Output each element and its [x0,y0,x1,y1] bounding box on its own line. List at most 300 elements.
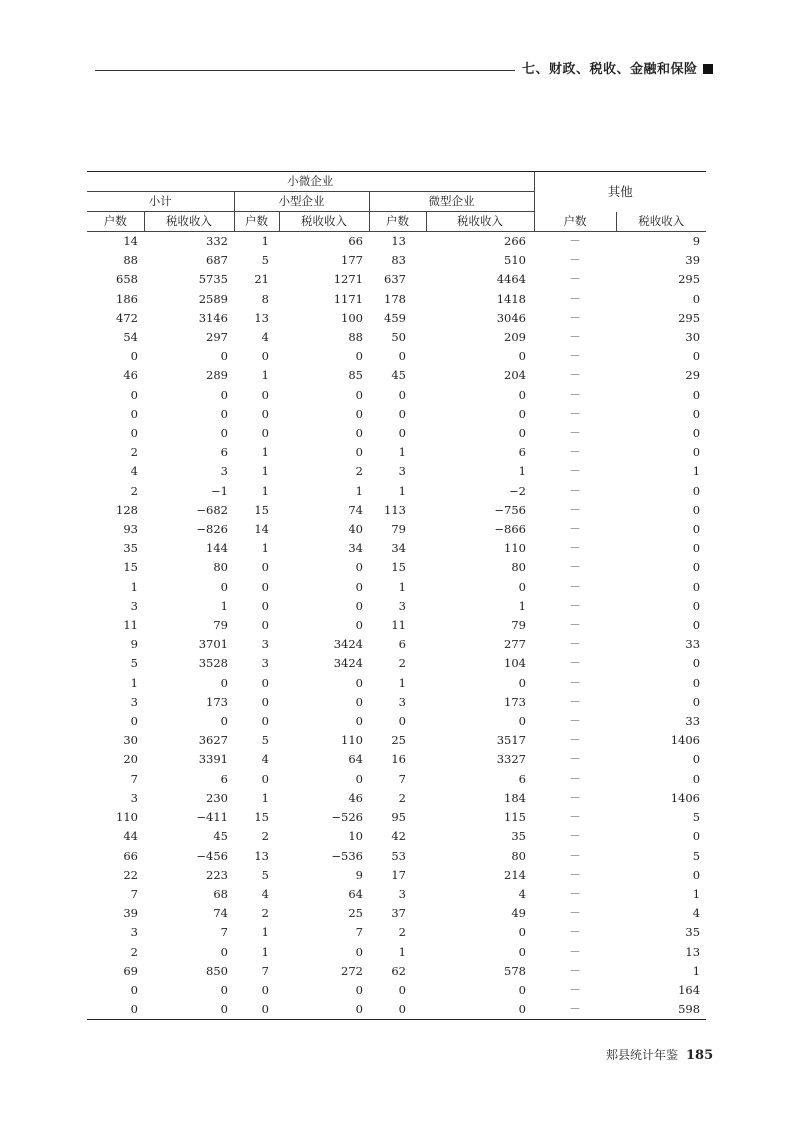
table-row [87,405,706,424]
cell-small-tax: 0 [355,406,363,421]
cell-subtotal-tax: 0 [220,579,228,594]
cell-other-tax: 35 [685,925,701,940]
cell-micro-tax: 110 [504,541,526,556]
cell-other-tax: 1 [692,963,701,978]
group-subtotal-header: 小计 [87,192,234,212]
table-row [87,885,706,904]
col-households-header: 户数 [87,212,144,232]
cell-small-tax: 0 [355,694,363,709]
col-tax-header: 税收收入 [279,212,369,232]
cell-micro-tax: 184 [504,790,526,805]
cell-small-tax: 1271 [333,272,363,287]
cell-subtotal-households: 35 [123,541,138,556]
cell-small-tax: 1 [355,483,363,498]
cell-subtotal-tax: 173 [206,694,228,709]
cell-subtotal-tax: 0 [220,675,228,690]
cell-other-households: － [569,272,581,287]
table-row [87,770,706,789]
cell-subtotal-tax: 79 [213,618,228,633]
cell-micro-households: 2 [398,925,406,940]
cell-other-tax: 0 [692,694,701,709]
cell-other-tax: 4 [692,906,701,921]
cell-subtotal-households: 7 [130,886,138,901]
cell-micro-households: 42 [391,829,406,844]
cell-small-households: 5 [261,867,269,882]
cell-micro-households: 178 [384,291,406,306]
table-row [87,482,706,501]
cell-small-households: 0 [261,426,269,441]
table-row [87,693,706,712]
cell-small-tax: 64 [348,752,363,767]
cell-subtotal-households: 0 [130,714,138,729]
cell-other-households: － [569,848,581,863]
cell-micro-tax: 3327 [496,752,526,767]
cell-micro-tax: 0 [518,944,526,959]
cell-subtotal-households: 3 [130,694,138,709]
table-row [87,328,706,347]
cell-small-tax: 64 [348,886,363,901]
cell-subtotal-tax: 3391 [198,752,228,767]
cell-micro-households: 53 [391,848,406,863]
cell-small-households: 0 [261,387,269,402]
col-tax-header: 税收收入 [426,212,534,232]
cell-small-tax: 3424 [333,656,363,671]
cell-other-tax: 1 [692,464,701,479]
cell-subtotal-tax: 0 [220,426,228,441]
table-row [87,674,706,693]
cell-subtotal-tax: 0 [220,406,228,421]
table-row [87,309,706,328]
cell-small-households: 0 [261,598,269,613]
cell-micro-tax: 266 [504,234,526,248]
cell-subtotal-tax: 0 [220,714,228,729]
cell-other-tax: 295 [678,310,701,325]
cell-other-tax: 0 [692,579,701,594]
cell-subtotal-tax: 3701 [198,637,228,652]
cell-subtotal-tax: 3146 [198,310,228,325]
cell-subtotal-households: 39 [123,906,138,921]
table-row [87,251,706,270]
cell-subtotal-households: 30 [123,733,138,748]
cell-other-households: － [569,234,581,248]
cell-other-households: － [569,810,581,825]
cell-other-households: － [569,925,581,940]
cell-other-households: － [569,541,581,556]
cell-small-tax: −536 [331,848,363,863]
cell-subtotal-tax: 68 [213,886,228,901]
cell-subtotal-tax: −1 [211,483,228,498]
cell-subtotal-households: 658 [116,272,138,287]
cell-other-households: － [569,464,581,479]
cell-other-households: － [569,656,581,671]
col-tax-header: 税收收入 [616,212,706,232]
table-row [87,539,706,558]
cell-micro-tax: 209 [504,330,526,345]
table-row [87,827,706,846]
cell-other-tax: 1 [692,886,701,901]
cell-small-households: 1 [261,445,269,460]
cell-subtotal-households: 0 [130,982,138,997]
table-row [87,616,706,635]
cell-micro-tax: 80 [511,560,526,575]
cell-micro-households: 45 [391,368,406,383]
cell-subtotal-tax: 3 [220,464,228,479]
cell-small-households: 5 [261,733,269,748]
cell-subtotal-tax: 3528 [198,656,228,671]
cell-micro-households: 6 [398,637,406,652]
cell-micro-tax: 4464 [496,272,526,287]
cell-small-tax: 0 [355,618,363,633]
cell-micro-tax: 0 [518,675,526,690]
cell-small-households: 3 [261,656,269,671]
cell-subtotal-tax: 0 [144,1000,234,1020]
cell-subtotal-households: 2 [130,483,138,498]
cell-other-tax: 30 [685,330,701,345]
cell-other-tax: 598 [616,1000,706,1020]
group-other-header: 其他 [534,172,706,212]
cell-micro-households: 1 [398,579,406,594]
cell-other-households: － [569,886,581,901]
cell-subtotal-tax: 7 [220,925,228,940]
cell-other-households: － [569,790,581,805]
table-row [87,981,706,1000]
cell-micro-households: 3 [398,694,406,709]
section-header [522,58,713,77]
cell-other-tax: 5 [692,848,701,863]
cell-other-tax: 0 [692,771,701,786]
cell-small-households: 1 [261,483,269,498]
cell-other-households: － [569,771,581,786]
cell-micro-tax: 115 [504,810,526,825]
cell-other-tax: 0 [692,867,701,882]
cell-other-tax: 29 [685,368,701,383]
cell-subtotal-households: 22 [123,867,138,882]
cell-other-tax: 0 [692,349,701,364]
cell-small-households: 1 [261,790,269,805]
cell-small-households: 3 [261,637,269,652]
cell-small-tax: 0 [355,982,363,997]
cell-micro-households: 1 [398,675,406,690]
cell-other-households: － [534,1000,616,1020]
cell-other-households: － [569,579,581,594]
cell-subtotal-households: 14 [123,234,138,248]
cell-other-tax: 33 [685,714,701,729]
cell-other-tax: 39 [685,253,701,268]
cell-small-tax: 25 [348,906,363,921]
cell-subtotal-tax: 0 [220,944,228,959]
cell-small-households: 0 [261,714,269,729]
cell-other-households: － [569,291,581,306]
cell-micro-tax: 0 [518,925,526,940]
cell-other-tax: 0 [692,445,701,460]
cell-micro-households: 0 [398,982,406,997]
cell-micro-tax: 0 [518,579,526,594]
cell-subtotal-tax: 230 [206,790,228,805]
cell-small-households: 0 [261,579,269,594]
cell-micro-households: 0 [398,349,406,364]
cell-subtotal-households: 69 [123,963,138,978]
tax-revenue-table [87,171,706,1020]
cell-other-tax: 0 [692,598,701,613]
cell-micro-households: 637 [384,272,406,287]
table-row [87,424,706,443]
cell-micro-households: 1 [398,483,406,498]
cell-small-tax: 0 [355,579,363,594]
cell-subtotal-households: 54 [123,330,138,345]
cell-small-tax: 85 [348,368,363,383]
table-row [87,866,706,885]
table-row [87,501,706,520]
cell-other-households: － [569,867,581,882]
cell-micro-tax: 6 [518,445,526,460]
cell-small-tax: 46 [348,790,363,805]
cell-small-tax: 0 [279,1000,369,1020]
cell-subtotal-households: 0 [130,387,138,402]
cell-micro-tax: 510 [504,253,526,268]
cell-small-households: 1 [261,944,269,959]
cell-small-households: 2 [261,906,269,921]
cell-other-tax: 0 [692,426,701,441]
cell-small-tax: 177 [341,253,363,268]
cell-subtotal-households: 128 [116,502,138,517]
cell-subtotal-households: 0 [130,426,138,441]
cell-small-tax: 0 [355,598,363,613]
cell-small-tax: 0 [355,387,363,402]
cell-other-households: － [569,406,581,421]
cell-subtotal-tax: 6 [220,445,228,460]
cell-micro-households: 3 [398,598,406,613]
cell-subtotal-tax: 45 [213,829,228,844]
cell-micro-tax: 80 [511,848,526,863]
cell-subtotal-households: 44 [123,829,138,844]
cell-micro-households: 16 [391,752,406,767]
cell-subtotal-households: 7 [130,771,138,786]
cell-subtotal-households: 0 [87,1000,144,1020]
cell-subtotal-households: 1 [130,675,138,690]
cell-subtotal-tax: 289 [206,368,228,383]
cell-subtotal-tax: 144 [206,541,228,556]
cell-micro-tax: 0 [518,426,526,441]
cell-other-tax: 0 [692,560,701,575]
cell-micro-households: 113 [384,502,406,517]
table-row [87,462,706,481]
cell-other-households: － [569,502,581,517]
cell-small-households: 0 [261,406,269,421]
cell-micro-tax: 3046 [496,310,526,325]
cell-micro-tax: 214 [504,867,526,882]
table-row [87,578,706,597]
cell-micro-tax: 0 [518,349,526,364]
cell-micro-households: 50 [391,330,406,345]
table-row [87,443,706,462]
cell-small-tax: 110 [341,733,363,748]
cell-subtotal-households: 4 [130,464,138,479]
table-row [87,712,706,731]
cell-micro-households: 3 [398,464,406,479]
cell-other-households: － [569,310,581,325]
cell-small-households: 13 [254,310,269,325]
cell-subtotal-households: 11 [123,618,138,633]
square-bullet-icon [703,64,713,74]
cell-subtotal-tax: 80 [213,560,228,575]
cell-small-households: 4 [261,330,269,345]
cell-small-tax: 10 [348,829,363,844]
cell-subtotal-households: 46 [123,368,138,383]
cell-subtotal-tax: −456 [196,848,228,863]
table-body [87,232,706,1020]
cell-small-tax: 2 [355,464,363,479]
cell-subtotal-tax: 297 [206,330,228,345]
cell-micro-households: 95 [391,810,406,825]
table-row [87,808,706,827]
cell-subtotal-tax: 0 [220,982,228,997]
cell-other-tax: 5 [692,810,701,825]
cell-other-households: － [569,330,581,345]
cell-subtotal-households: 93 [123,522,138,537]
group-small-micro-header: 小微企业 [87,172,534,192]
cell-subtotal-tax: 1 [220,598,228,613]
cell-small-households: 21 [254,272,269,287]
cell-small-households: 0 [261,675,269,690]
book-title: 郏县统计年鉴 [606,1048,679,1062]
cell-other-tax: 33 [685,637,701,652]
cell-other-households: － [569,560,581,575]
cell-small-households: 5 [261,253,269,268]
cell-micro-tax: 1418 [496,291,526,306]
cell-small-households: 0 [261,771,269,786]
cell-other-tax: 0 [692,406,701,421]
cell-small-tax: 100 [341,310,363,325]
cell-other-households: － [569,253,581,268]
cell-other-households: － [569,637,581,652]
group-micro-header: 微型企业 [369,192,534,212]
cell-other-tax: 9 [692,234,701,248]
cell-subtotal-households: 88 [123,253,138,268]
page-footer [606,1046,713,1063]
cell-subtotal-households: 15 [123,560,138,575]
cell-subtotal-tax: 687 [206,253,228,268]
table-row [87,943,706,962]
cell-micro-households: 1 [398,445,406,460]
cell-subtotal-tax: 332 [206,234,228,248]
table-row [87,635,706,654]
cell-small-households: 1 [261,234,269,248]
cell-other-tax: 0 [692,541,701,556]
cell-other-tax: 0 [692,291,701,306]
cell-micro-households: 459 [384,310,406,325]
cell-subtotal-tax: 0 [220,349,228,364]
cell-other-tax: 0 [692,752,701,767]
cell-subtotal-tax: 5735 [198,272,228,287]
cell-small-tax: 34 [348,541,363,556]
cell-micro-households: 17 [391,867,406,882]
cell-micro-tax: 0 [518,406,526,421]
cell-micro-households: 34 [391,541,406,556]
cell-other-households: － [569,694,581,709]
cell-micro-households: 13 [391,234,406,248]
col-households-header: 户数 [369,212,426,232]
cell-small-households: 14 [254,522,269,537]
cell-subtotal-households: 3 [130,925,138,940]
cell-small-tax: 3424 [333,637,363,652]
cell-other-households: － [569,387,581,402]
table-row [87,923,706,942]
cell-other-households: － [569,675,581,690]
cell-small-households: 0 [261,618,269,633]
table-row [87,962,706,981]
cell-small-tax: 7 [355,925,363,940]
cell-other-tax: 0 [692,829,701,844]
cell-micro-households: 1 [398,944,406,959]
cell-small-households: 4 [261,752,269,767]
cell-other-households: － [569,982,581,997]
table-row [87,1000,706,1020]
cell-small-households: 1 [261,368,269,383]
cell-small-households: 15 [254,502,269,517]
cell-other-households: － [569,963,581,978]
cell-small-households: 0 [261,349,269,364]
table-row [87,386,706,405]
cell-micro-households: 0 [398,714,406,729]
cell-subtotal-households: 3 [130,598,138,613]
cell-micro-households: 3 [398,886,406,901]
cell-other-tax: 0 [692,656,701,671]
cell-small-tax: 74 [348,502,363,517]
cell-micro-households: 0 [398,406,406,421]
cell-subtotal-tax: −411 [196,810,228,825]
cell-subtotal-households: 9 [130,637,138,652]
cell-micro-households: 79 [391,522,406,537]
table-row [87,366,706,385]
col-households-header: 户数 [534,212,616,232]
cell-micro-tax: 6 [518,771,526,786]
cell-micro-tax: 35 [511,829,526,844]
cell-micro-tax: 1 [518,464,526,479]
cell-small-tax: 9 [355,867,363,882]
col-tax-header: 税收收入 [144,212,234,232]
cell-small-households: 4 [261,886,269,901]
cell-micro-tax: 3517 [496,733,526,748]
cell-subtotal-tax: −682 [196,502,228,517]
cell-subtotal-tax: 3627 [198,733,228,748]
cell-micro-households: 0 [398,387,406,402]
table-row [87,904,706,923]
cell-small-tax: 0 [355,349,363,364]
cell-micro-tax: −866 [494,522,526,537]
cell-other-tax: 0 [692,483,701,498]
cell-micro-tax: 49 [511,906,526,921]
cell-other-households: － [569,714,581,729]
cell-other-tax: 295 [678,272,701,287]
cell-micro-households: 0 [398,426,406,441]
cell-small-tax: 0 [355,714,363,729]
cell-micro-tax: 0 [426,1000,534,1020]
cell-other-households: － [569,598,581,613]
cell-small-households: 1 [261,541,269,556]
cell-micro-tax: 4 [518,886,526,901]
table-row [87,654,706,673]
cell-micro-households: 11 [391,618,406,633]
cell-subtotal-tax: 2589 [198,291,228,306]
page-number: 185 [686,1048,714,1063]
cell-small-households: 1 [261,925,269,940]
cell-other-households: － [569,445,581,460]
cell-other-households: － [569,944,581,959]
cell-micro-tax: 578 [504,963,526,978]
cell-micro-tax: 0 [518,982,526,997]
cell-small-households: 0 [261,982,269,997]
cell-subtotal-households: 186 [116,291,138,306]
